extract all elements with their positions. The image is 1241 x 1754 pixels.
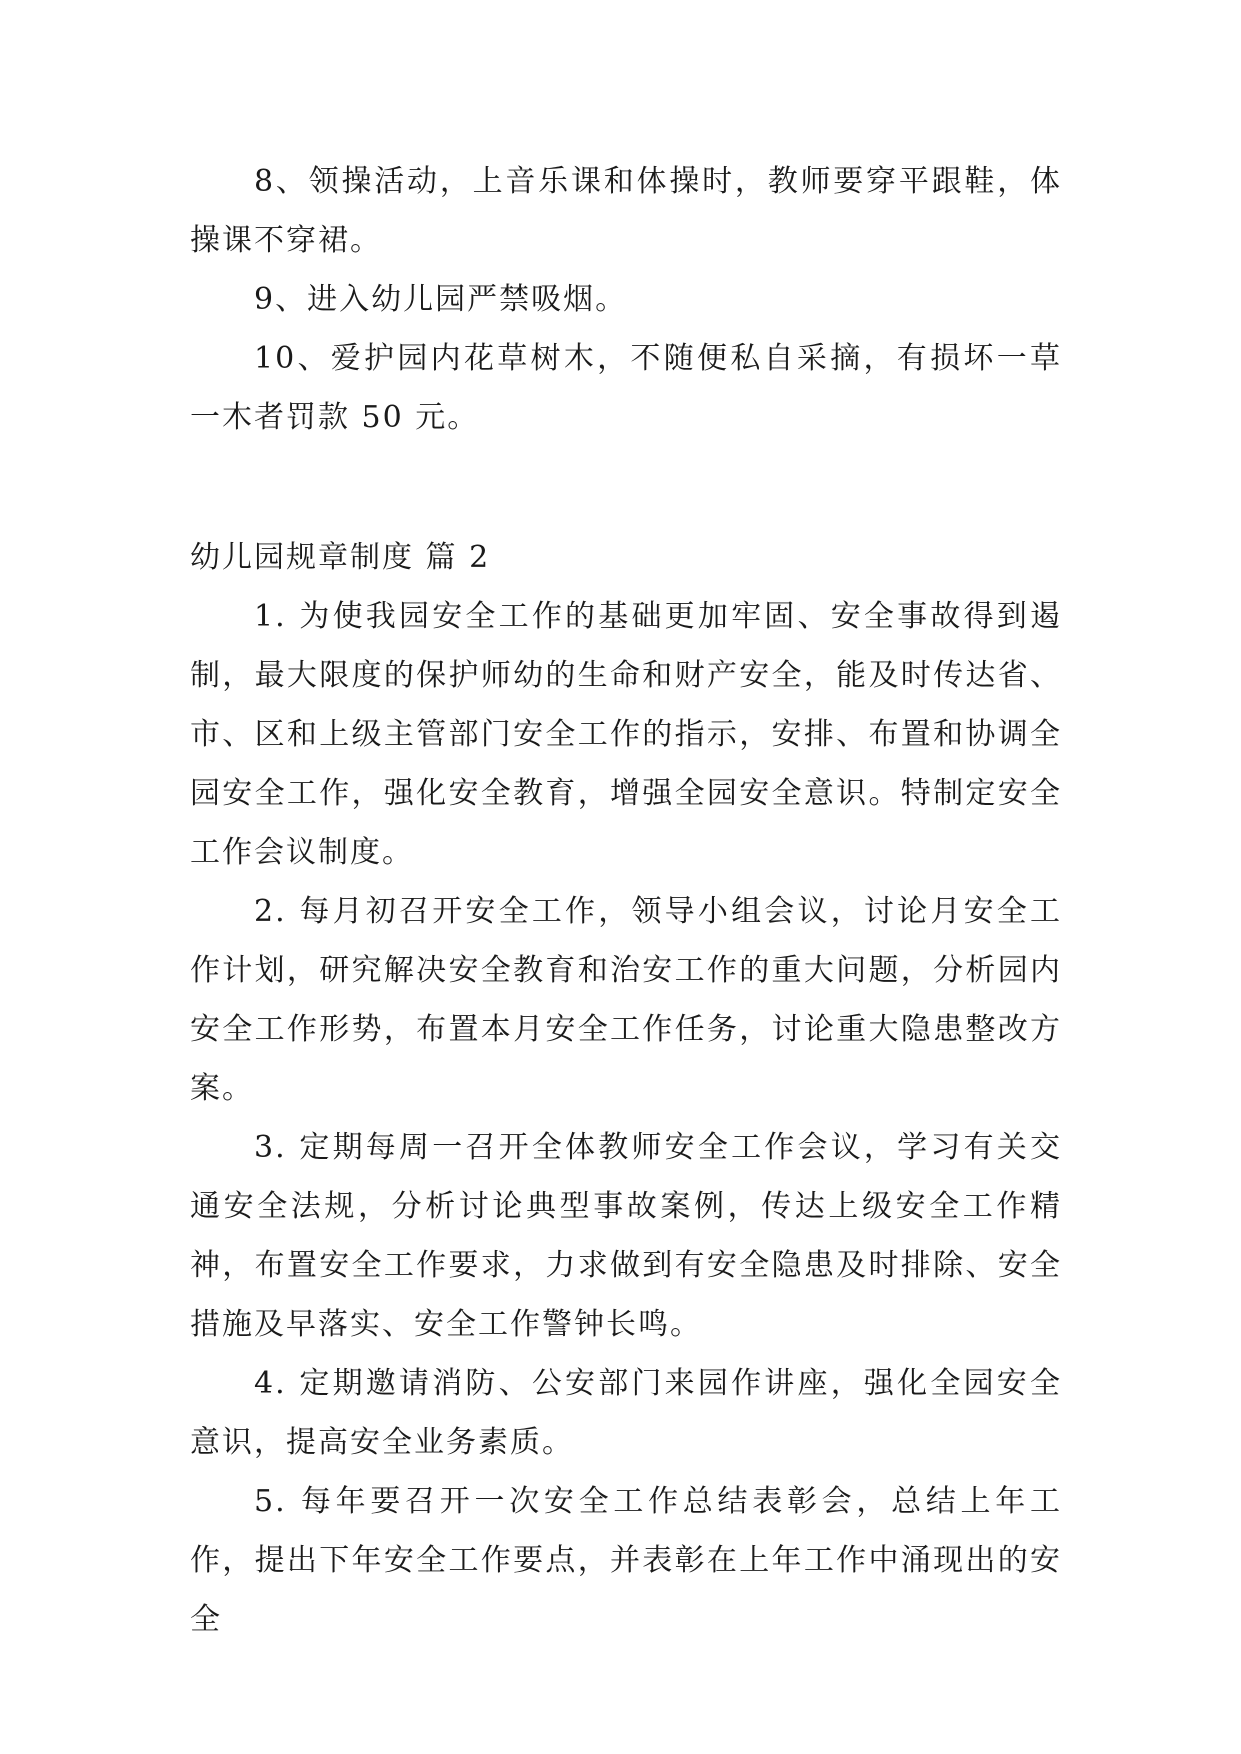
- paragraph-item-3: 3. 定期每周一召开全体教师安全工作会议，学习有关交通安全法规，分析讨论典型事故案例，传达上级安全工作精神，布置安全工作要求，力求做到有安全隐患及时排除、安全措施及早落实、安全工作警钟长鸣。: [190, 1130, 1062, 1342]
- paragraph-item-1: 1. 为使我园安全工作的基础更加牢固、安全事故得到遏制，最大限度的保护师幼的生命和财产安全，能及时传达省、市、区和上级主管部门安全工作的指示，安排、布置和协调全园安全工作，强化安全教育，增强全园安全意识。特制定安全工作会议制度。: [190, 599, 1062, 870]
- paragraph-rule-9: 9、进入幼儿园严禁吸烟。: [254, 282, 628, 317]
- paragraph-rule-8: 8、领操活动，上音乐课和体操时，教师要穿平跟鞋，体操课不穿裙。: [190, 164, 1062, 258]
- paragraph-item-2: 2. 每月初召开安全工作，领导小组会议，讨论月安全工作计划，研究解决安全教育和治安工作的重大问题，分析园内安全工作形势，布置本月安全工作任务，讨论重大隐患整改方案。: [190, 894, 1062, 1106]
- paragraph-item-5: 5. 每年要召开一次安全工作总结表彰会，总结上年工作，提出下年安全工作要点，并表彰在上年工作中涌现出的安全: [190, 1484, 1062, 1637]
- document-body: [190, 152, 1062, 1649]
- section-gap: [190, 447, 1062, 528]
- section-heading: 幼儿园规章制度 篇 2: [190, 540, 491, 575]
- paragraph-item-4: 4. 定期邀请消防、公安部门来园作讲座，强化全园安全意识，提高安全业务素质。: [190, 1366, 1062, 1460]
- paragraph-rule-10: 10、爱护园内花草树木，不随便私自采摘，有损坏一草一木者罚款 50 元。: [190, 341, 1062, 435]
